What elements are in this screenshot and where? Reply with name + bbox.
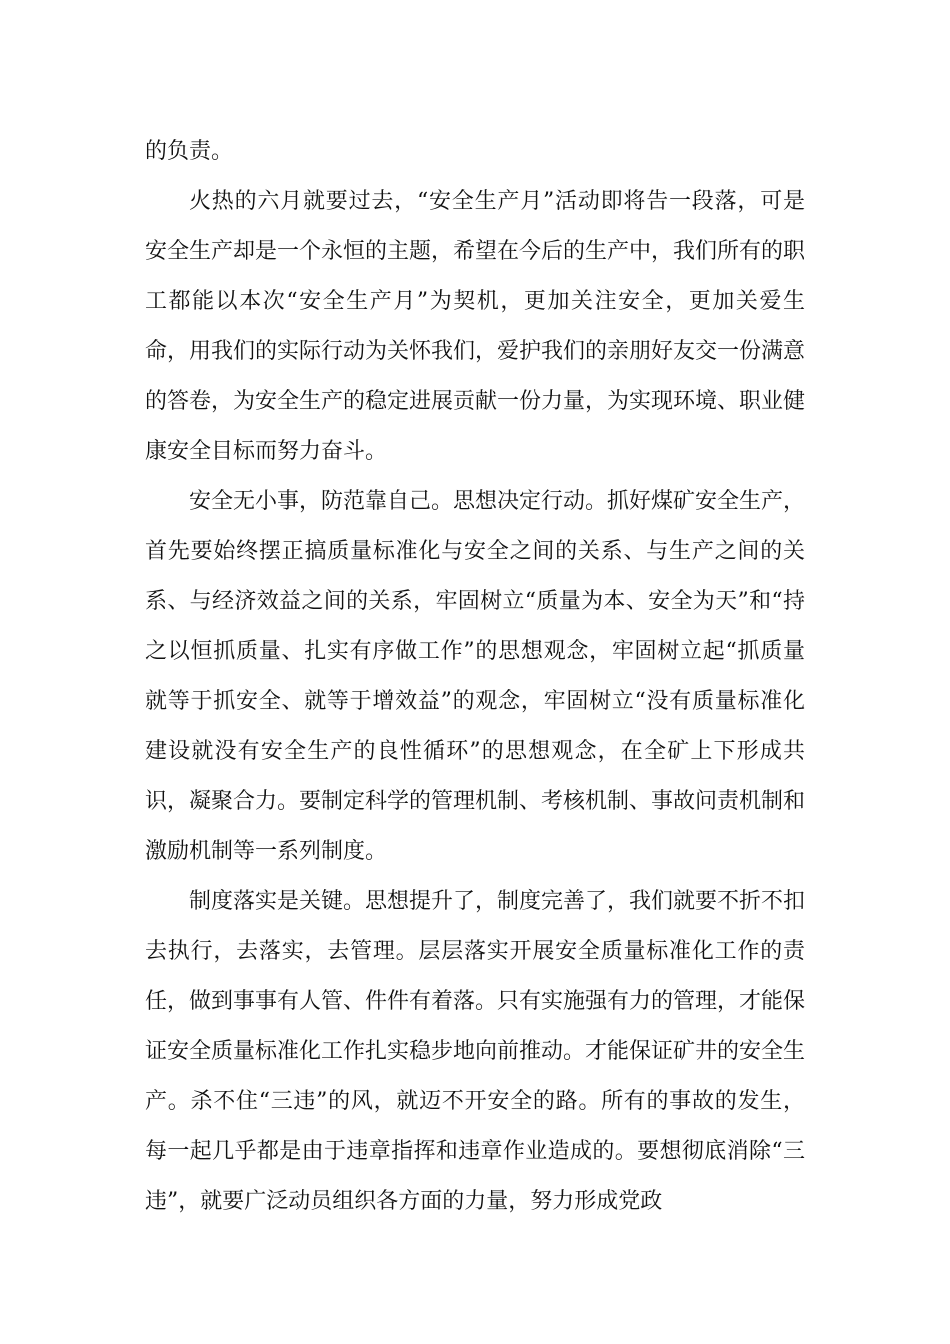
paragraph-system-implementation: 制度落实是关键。思想提升了，制度完善了，我们就要不折不扣去执行，去落实，去管理。层层落实开展安全质量标准化工作的责任，做到事事有人管、件件有着落。只有实施强有力的管理，才能保证安全质量标准化工作扎实稳步地向前推动。才能保证矿井的安全生产。杀不住“三违”的风，就迈不开安全的路。所有的事故的发生，每一起几乎都是由于违章指挥和违章作业造成的。要想彻底消除“三违”，就要广泛动员组织各方面的力量，努力形成党政 — [145, 889, 806, 1214]
body-text — [145, 127, 805, 1227]
paragraph-continuation: 的负责。 — [145, 139, 234, 164]
paragraph-safety-awareness: 安全无小事，防范靠自己。思想决定行动。抓好煤矿安全生产，首先要始终摆正搞质量标准化与安全之间的关系、与生产之间的关系、与经济效益之间的关系，牢固树立“质量为本、安全为天”和“持之以恒抓质量、扎实有序做工作”的思想观念，牢固树立起“抓质量就等于抓安全、就等于增效益”的观念，牢固树立“没有质量标准化建设就没有安全生产的良性循环”的思想观念，在全矿上下形成共识，凝聚合力。要制定科学的管理机制、考核机制、事故问责机制和激励机制等一系列制度。 — [145, 489, 806, 864]
paragraph-safety-month: 火热的六月就要过去，“安全生产月”活动即将告一段落，可是安全生产却是一个永恒的主题，希望在今后的生产中，我们所有的职工都能以本次“安全生产月”为契机，更加关注安全，更加关爱生命，用我们的实际行动为关怀我们，爱护我们的亲朋好友交一份满意的答卷，为安全生产的稳定进展贡献一份力量，为实现环境、职业健康安全目标而努力奋斗。 — [145, 189, 806, 464]
